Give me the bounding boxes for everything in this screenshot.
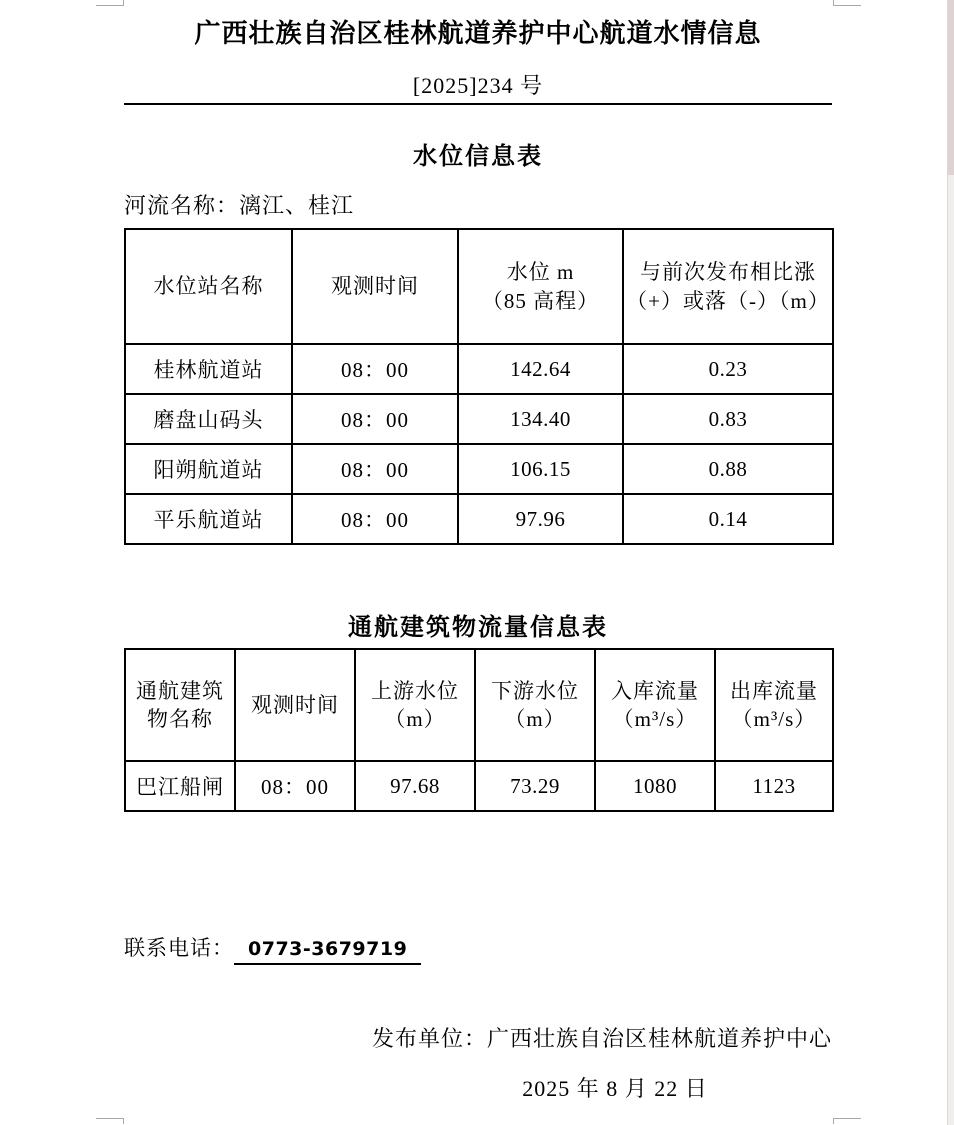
text-boundary-mark-top-left — [96, 0, 124, 6]
contact-line — [124, 932, 421, 965]
downstream-level-cell: 73.29 — [475, 761, 595, 811]
station-name-cell: 平乐航道站 — [125, 494, 292, 544]
header-water-level: 水位 m （85 高程） — [458, 229, 623, 344]
station-name-cell: 桂林航道站 — [125, 344, 292, 394]
header-observe-time: 观测时间 — [235, 649, 355, 761]
change-cell: 0.14 — [623, 494, 833, 544]
table-row — [125, 344, 833, 394]
title-divider-rule — [124, 103, 832, 105]
outflow-cell: 1123 — [715, 761, 833, 811]
river-name-line: 河流名称：漓江、桂江 — [124, 193, 355, 218]
table-row — [125, 444, 833, 494]
time-cell: 08：00 — [235, 761, 355, 811]
upstream-level-cell: 97.68 — [355, 761, 475, 811]
header-station-name: 水位站名称 — [125, 229, 292, 344]
flow-section-title: 通航建筑物流量信息表 — [348, 615, 608, 641]
time-cell: 08：00 — [292, 344, 458, 394]
station-name-cell: 阳朔航道站 — [125, 444, 292, 494]
publish-date: 2025 年 8 月 22 日 — [522, 1076, 708, 1101]
publisher-line: 发布单位：广西壮族自治区桂林航道养护中心 — [371, 1026, 832, 1051]
text-boundary-mark-bottom-left — [96, 1118, 124, 1124]
header-observe-time: 观测时间 — [292, 229, 458, 344]
table-row — [125, 494, 833, 544]
level-cell: 106.15 — [458, 444, 623, 494]
change-cell: 0.23 — [623, 344, 833, 394]
water-level-header-row — [125, 229, 833, 344]
inflow-cell: 1080 — [595, 761, 715, 811]
time-cell: 08：00 — [292, 494, 458, 544]
text-boundary-mark-top-right — [833, 0, 861, 6]
header-inflow: 入库流量 （m³/s） — [595, 649, 715, 761]
document-number: [2025]234 号 — [412, 73, 544, 98]
level-cell: 142.64 — [458, 344, 623, 394]
level-cell: 97.96 — [458, 494, 623, 544]
header-change: 与前次发布相比涨 （+）或落（-）（m） — [623, 229, 833, 344]
header-structure-name: 通航建筑 物名称 — [125, 649, 235, 761]
water-level-table — [124, 228, 834, 545]
level-cell: 134.40 — [458, 394, 623, 444]
header-upstream-level: 上游水位 （m） — [355, 649, 475, 761]
contact-label: 联系电话： — [124, 936, 234, 960]
table-row — [125, 394, 833, 444]
header-downstream-level: 下游水位 （m） — [475, 649, 595, 761]
flow-header-row — [125, 649, 833, 761]
text-boundary-mark-bottom-right — [833, 1118, 861, 1124]
station-name-cell: 磨盘山码头 — [125, 394, 292, 444]
structure-name-cell: 巴江船闸 — [125, 761, 235, 811]
document-title: 广西壮族自治区桂林航道养护中心航道水情信息 — [194, 19, 762, 48]
change-cell: 0.83 — [623, 394, 833, 444]
time-cell: 08：00 — [292, 394, 458, 444]
header-outflow: 出库流量 （m³/s） — [715, 649, 833, 761]
scrollbar-thumb[interactable] — [948, 0, 954, 175]
time-cell: 08：00 — [292, 444, 458, 494]
vertical-scrollbar[interactable] — [947, 0, 954, 1125]
water-level-section-title: 水位信息表 — [413, 144, 543, 170]
change-cell: 0.88 — [623, 444, 833, 494]
contact-phone-number: 0773-3679719 — [234, 938, 421, 965]
table-row — [125, 761, 833, 811]
flow-table — [124, 648, 834, 812]
